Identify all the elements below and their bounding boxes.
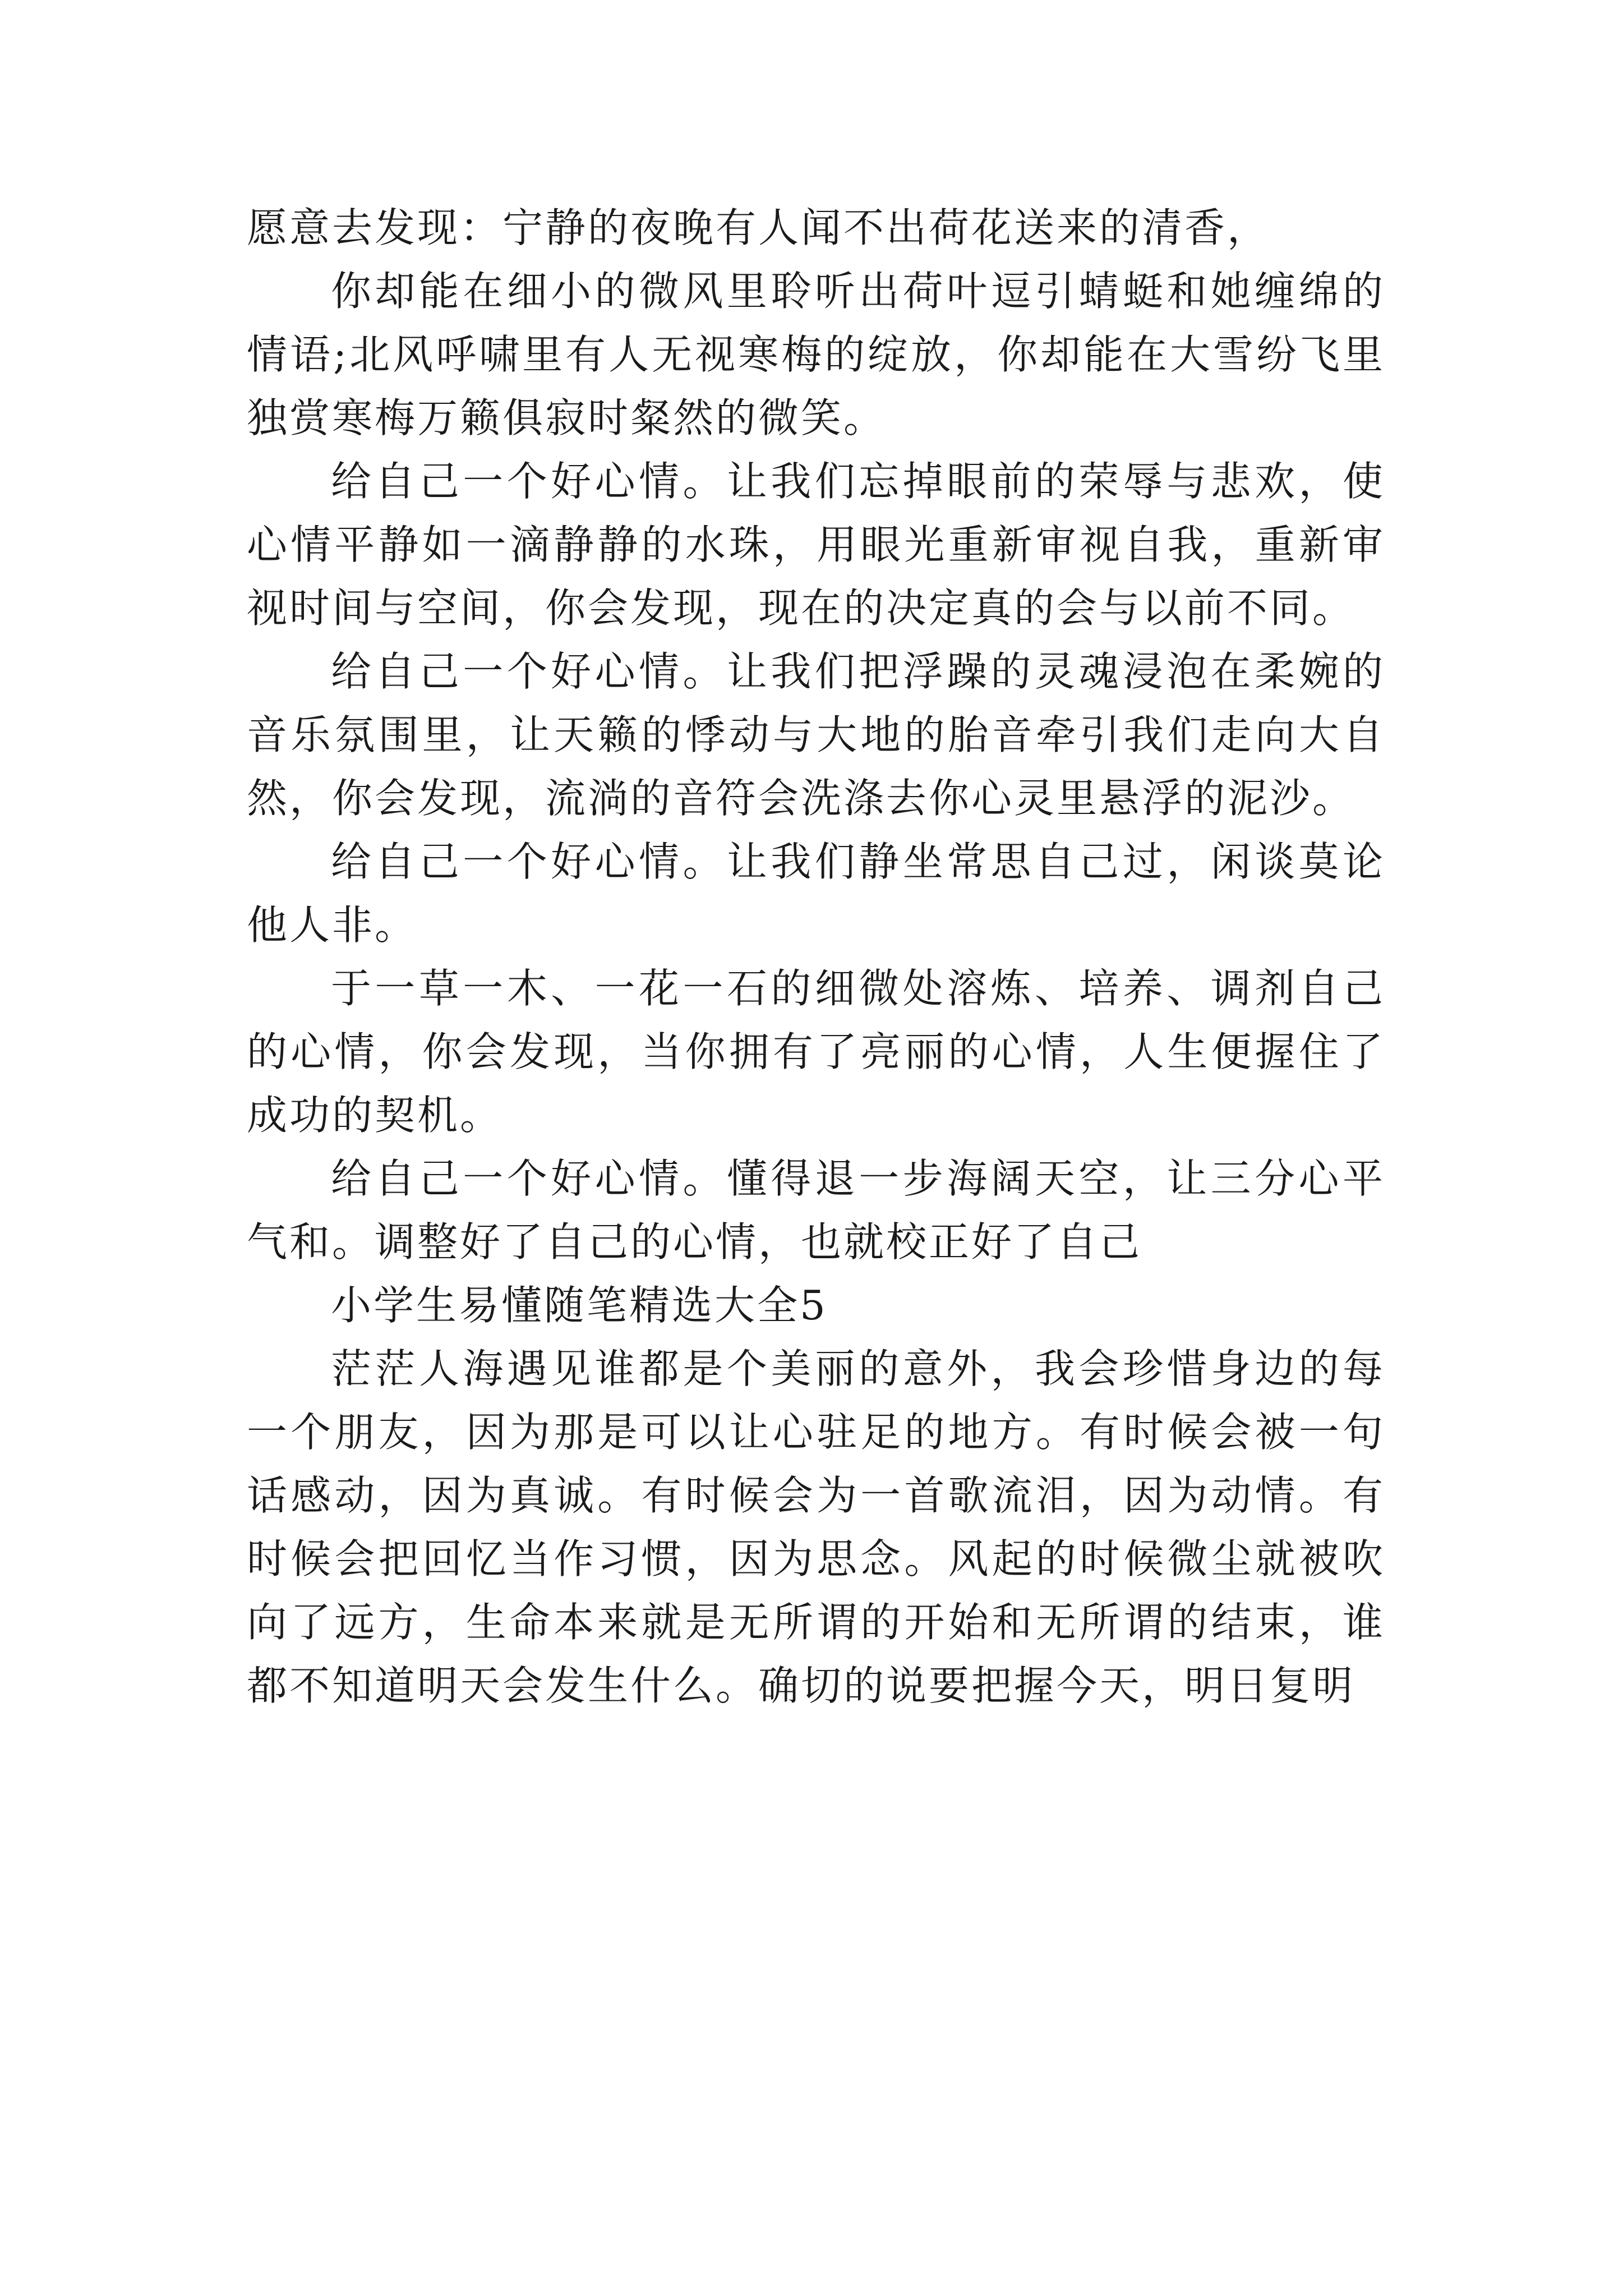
document-body bbox=[247, 196, 1385, 1718]
paragraph-3: 给自己一个好心情。让我们忘掉眼前的荣辱与悲欢，使心情平静如一滴静静的水珠，用眼光重新审视自我，重新审视时间与空间，你会发现，现在的决定真的会与以前不同。 bbox=[247, 458, 1385, 632]
paragraph-5: 给自己一个好心情。让我们静坐常思自己过，闲谈莫论他人非。 bbox=[247, 838, 1385, 949]
paragraph-8: 茫茫人海遇见谁都是个美丽的意外，我会珍惜身边的每一个朋友，因为那是可以让心驻足的地方。有时候会被一句话感动，因为真诚。有时候会为一首歌流泪，因为动情。有时候会把回忆当作习惯，因为思念。风起的时候微尘就被吹向了远方，生命本来就是无所谓的开始和无所谓的结束，谁都不知道明天会发生什么。确切的说要把握今天，明日复明 bbox=[247, 1345, 1385, 1709]
paragraph-6: 于一草一木、一花一石的细微处溶炼、培养、调剂自己的心情，你会发现，当你拥有了亮丽的心情，人生便握住了成功的契机。 bbox=[247, 965, 1385, 1139]
paragraph-1: 愿意去发现：宁静的夜晚有人闻不出荷花送来的清香， bbox=[247, 204, 1270, 251]
paragraph-2: 你却能在细小的微风里聆听出荷叶逗引蜻蜓和她缠绵的情语;北风呼啸里有人无视寒梅的绽放，你却能在大雪纷飞里独赏寒梅万籁俱寂时粲然的微笑。 bbox=[247, 268, 1385, 441]
paragraph-4: 给自己一个好心情。让我们把浮躁的灵魂浸泡在柔婉的音乐氛围里，让天籁的悸动与大地的胎音牵引我们走向大自然，你会发现，流淌的音符会洗涤去你心灵里悬浮的泥沙。 bbox=[247, 648, 1385, 822]
paragraph-7: 给自己一个好心情。懂得退一步海阔天空，让三分心平气和。调整好了自己的心情，也就校正好了自己 bbox=[247, 1155, 1385, 1266]
section-heading: 小学生易懂随笔精选大全5 bbox=[331, 1282, 828, 1329]
